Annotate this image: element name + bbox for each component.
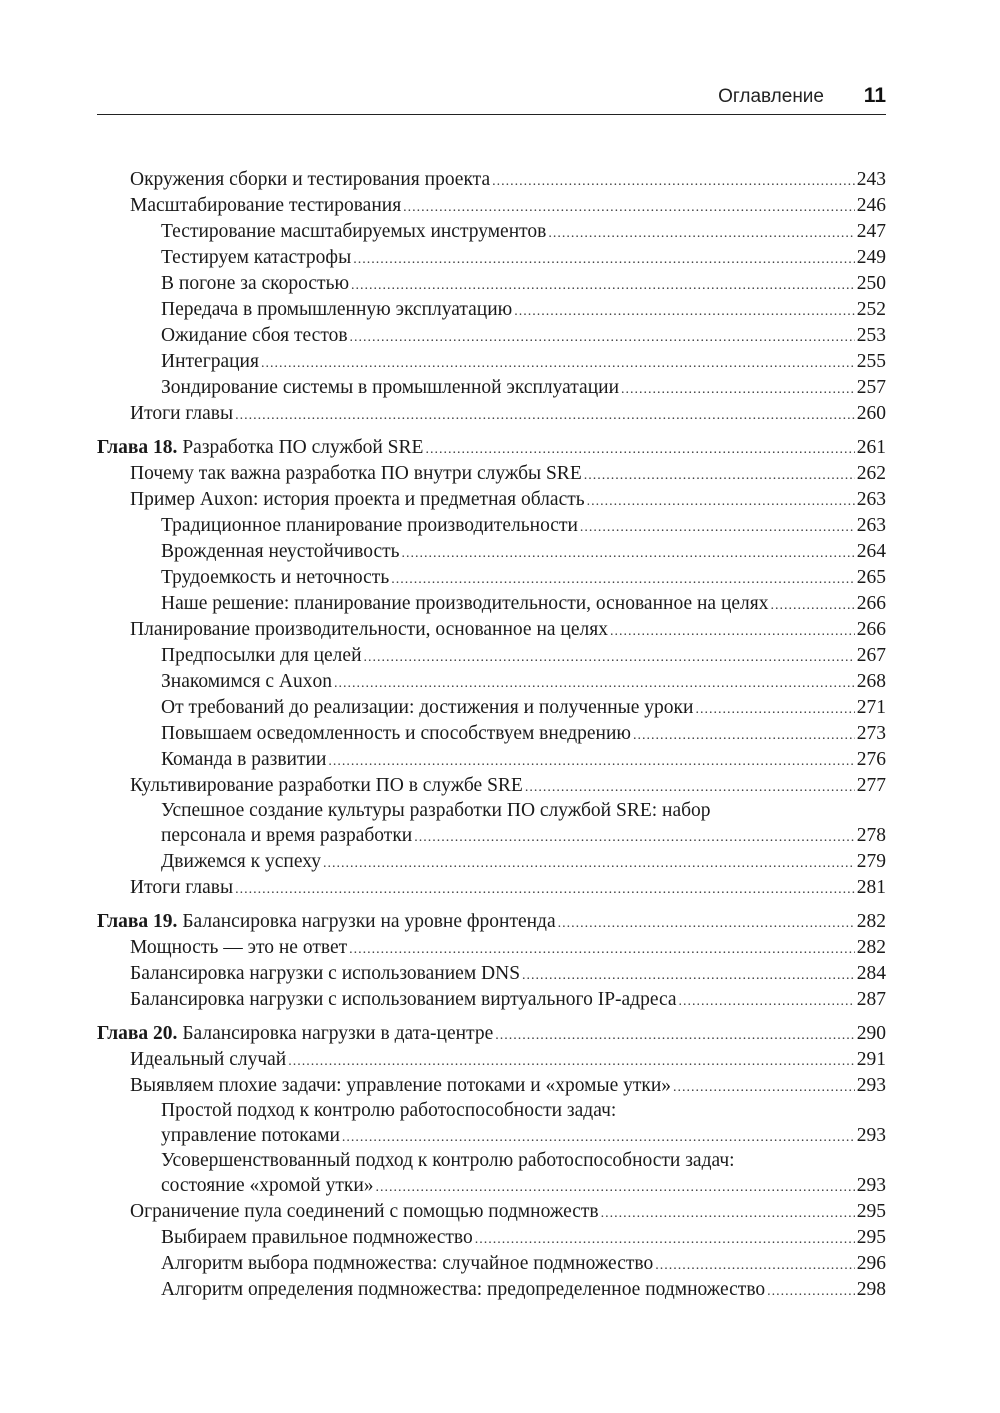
toc-entry-page: 243	[856, 169, 886, 190]
chapter-number: Глава 20.	[97, 1023, 178, 1044]
running-header	[97, 84, 886, 115]
dot-leader	[558, 911, 855, 937]
toc-entry	[97, 1073, 886, 1099]
toc-entry	[97, 245, 886, 271]
toc-entry	[97, 669, 886, 695]
dot-leader	[235, 403, 855, 429]
toc-entry	[97, 1199, 886, 1225]
toc-chapter-entry	[97, 1021, 886, 1047]
toc-entry	[97, 271, 886, 297]
toc-entry	[97, 513, 886, 539]
toc-entry-page: 253	[856, 325, 886, 346]
toc-entry	[97, 1047, 886, 1073]
toc-entry-title: Итоги главы	[130, 403, 234, 424]
toc-entry-page: 263	[856, 515, 886, 536]
toc-entry-page: 281	[856, 877, 886, 898]
dot-leader	[492, 169, 855, 195]
toc-entry-title: Балансировка нагрузки с использованием DNS	[130, 963, 521, 984]
toc-entry	[97, 591, 886, 617]
toc-entry-page: 267	[856, 645, 886, 666]
toc-entry	[97, 375, 886, 401]
toc-entry-page: 276	[856, 749, 886, 770]
toc-entry-page: 261	[856, 437, 886, 458]
toc-entry-page: 293	[856, 1125, 886, 1146]
toc-entry	[97, 617, 886, 643]
toc-entry-page: 268	[856, 671, 886, 692]
toc-entry-page: 249	[856, 247, 886, 268]
toc-entry-page: 291	[856, 1049, 886, 1070]
dot-leader	[403, 195, 855, 221]
toc-entry-title: Усовершенствованный подход к контролю работоспособности задач:	[161, 1150, 735, 1171]
toc-entry-page: 282	[856, 937, 886, 958]
toc-entry-page: 257	[856, 377, 886, 398]
page-number: 11	[863, 84, 886, 107]
toc-entry	[97, 961, 886, 987]
toc-entry-page: 260	[856, 403, 886, 424]
toc-entry	[97, 875, 886, 901]
toc-entry-title: Планирование производительности, основанное на целях	[130, 619, 608, 640]
toc-entry-title: Балансировка нагрузки с использованием виртуального IP-адреса	[130, 989, 677, 1010]
toc-entry-title: Выбираем правильное подмножество	[161, 1227, 473, 1248]
toc-entry-title: Масштабирование тестирования	[130, 195, 402, 216]
toc-entry-title-continued: управление потоками	[161, 1125, 340, 1146]
dot-leader	[584, 463, 855, 489]
toc-entry-page: 263	[856, 489, 886, 510]
toc-entry-page: 265	[856, 567, 886, 588]
toc-entry-page: 278	[856, 825, 886, 846]
dot-leader	[235, 877, 855, 903]
toc-entry-page: 298	[856, 1279, 886, 1300]
toc-entry-title: Культивирование разработки ПО в службе SRE	[130, 775, 523, 796]
toc-entry-title: Наше решение: планирование производительности, основанное на целях	[161, 593, 769, 614]
toc-entry-page: 295	[856, 1227, 886, 1248]
toc-entry-title: Балансировка нагрузки в дата-центре	[182, 1023, 494, 1044]
toc-entry	[97, 935, 886, 961]
toc-entry-title: Разработка ПО службой SRE	[182, 437, 424, 458]
dot-leader	[601, 1201, 855, 1227]
toc-entry-title: Простой подход к контролю работоспособности задач:	[161, 1100, 617, 1121]
toc-entry	[97, 487, 886, 513]
toc-entry-title: Почему так важна разработка ПО внутри службы SRE	[130, 463, 582, 484]
toc-entry	[97, 401, 886, 427]
toc-entry-title: Знакомимся с Auxon	[161, 671, 332, 692]
toc-entry-title: Итоги главы	[130, 877, 234, 898]
dot-leader	[323, 851, 855, 877]
dot-leader	[475, 1227, 855, 1253]
toc-entry	[97, 799, 886, 849]
dot-leader	[376, 1175, 855, 1201]
toc-entry	[97, 565, 886, 591]
toc-entry-page: 293	[856, 1075, 886, 1096]
toc-entry	[97, 1225, 886, 1251]
dot-leader	[391, 567, 855, 593]
toc-entry-page: 264	[856, 541, 886, 562]
toc-entry	[97, 349, 886, 375]
chapter-number: Глава 18.	[97, 437, 178, 458]
toc-entry	[97, 721, 886, 747]
dot-leader	[548, 221, 854, 247]
running-header-title: Оглавление	[718, 86, 824, 107]
toc-entry-title: Идеальный случай	[130, 1049, 287, 1070]
dot-leader	[349, 937, 855, 963]
dot-leader	[364, 645, 855, 671]
dot-leader	[261, 351, 855, 377]
dot-leader	[679, 989, 855, 1015]
toc-entry-page: 282	[856, 911, 886, 932]
toc-entry-page: 287	[856, 989, 886, 1010]
toc-entry	[97, 1149, 886, 1199]
dot-leader	[655, 1253, 855, 1279]
dot-leader	[770, 593, 854, 619]
toc-entry-title: Ожидание сбоя тестов	[161, 325, 348, 346]
table-of-contents	[97, 167, 886, 1303]
dot-leader	[525, 775, 855, 801]
dot-leader	[350, 325, 855, 351]
toc-entry-title: Ограничение пула соединений с помощью подмножеств	[130, 1201, 599, 1222]
toc-entry-title: Повышаем осведомленность и способствуем внедрению	[161, 723, 631, 744]
toc-entry-title: Тестирование масштабируемых инструментов	[161, 221, 547, 242]
dot-leader	[334, 671, 855, 697]
dot-leader	[522, 963, 855, 989]
toc-entry-page: 250	[856, 273, 886, 294]
toc-entry	[97, 849, 886, 875]
toc-entry-title: Команда в развитии	[161, 749, 327, 770]
toc-entry-title: В погоне за скоростью	[161, 273, 350, 294]
dot-leader	[610, 619, 855, 645]
toc-entry	[97, 1277, 886, 1303]
dot-leader	[767, 1279, 855, 1305]
toc-entry	[97, 987, 886, 1013]
toc-entry-page: 247	[856, 221, 886, 242]
toc-entry	[97, 747, 886, 773]
toc-entry-page: 266	[856, 593, 886, 614]
toc-entry	[97, 1251, 886, 1277]
toc-entry-title: Окружения сборки и тестирования проекта	[130, 169, 491, 190]
toc-entry	[97, 193, 886, 219]
toc-chapter-entry	[97, 435, 886, 461]
toc-entry	[97, 539, 886, 565]
toc-entry-page: 266	[856, 619, 886, 640]
dot-leader	[621, 377, 855, 403]
dot-leader	[633, 723, 855, 749]
toc-entry-title-continued: персонала и время разработки	[161, 825, 413, 846]
toc-entry-page: 271	[856, 697, 886, 718]
dot-leader	[328, 749, 854, 775]
toc-entry	[97, 1099, 886, 1149]
dot-leader	[425, 437, 854, 463]
toc-entry	[97, 167, 886, 193]
dot-leader	[495, 1023, 855, 1049]
toc-entry	[97, 323, 886, 349]
dot-leader	[414, 825, 855, 851]
toc-entry-page: 252	[856, 299, 886, 320]
toc-entry-title: Выявляем плохие задачи: управление потоками и «хромые утки»	[130, 1075, 672, 1096]
toc-entry	[97, 773, 886, 799]
toc-entry-page: 246	[856, 195, 886, 216]
toc-entry	[97, 695, 886, 721]
toc-entry-page: 295	[856, 1201, 886, 1222]
toc-entry-title: Врожденная неустойчивость	[161, 541, 400, 562]
toc-entry-page: 296	[856, 1253, 886, 1274]
toc-entry-title: От требований до реализации: достижения и полученные уроки	[161, 697, 694, 718]
toc-entry-title: Трудоемкость и неточность	[161, 567, 390, 588]
toc-entry-title-continued: состояние «хромой утки»	[161, 1175, 374, 1196]
toc-entry-page: 290	[856, 1023, 886, 1044]
toc-entry-page: 279	[856, 851, 886, 872]
toc-entry-title: Передача в промышленную эксплуатацию	[161, 299, 513, 320]
toc-entry-page: 255	[856, 351, 886, 372]
toc-entry	[97, 297, 886, 323]
dot-leader	[351, 273, 855, 299]
toc-entry-title: Предпосылки для целей	[161, 645, 362, 666]
toc-entry-page: 277	[856, 775, 886, 796]
dot-leader	[353, 247, 855, 273]
toc-entry-title: Алгоритм выбора подмножества: случайное подмножество	[161, 1253, 654, 1274]
toc-entry-title: Традиционное планирование производительности	[161, 515, 578, 536]
toc-entry-title: Пример Auxon: история проекта и предметная область	[130, 489, 585, 510]
toc-entry-title: Тестируем катастрофы	[161, 247, 352, 268]
dot-leader	[695, 697, 854, 723]
dot-leader	[673, 1075, 855, 1101]
toc-entry-title: Балансировка нагрузки на уровне фронтенда	[182, 911, 556, 932]
toc-entry	[97, 461, 886, 487]
toc-chapter-entry	[97, 909, 886, 935]
dot-leader	[514, 299, 855, 325]
toc-entry-title: Мощность — это не ответ	[130, 937, 348, 958]
toc-entry-title: Движемся к успеху	[161, 851, 321, 872]
toc-entry-title: Алгоритм определения подмножества: предопределенное подмножество	[161, 1279, 766, 1300]
chapter-number: Глава 19.	[97, 911, 178, 932]
toc-entry-title: Зондирование системы в промышленной эксплуатации	[161, 377, 620, 398]
toc-entry	[97, 643, 886, 669]
toc-entry-page: 293	[856, 1175, 886, 1196]
toc-entry-title: Успешное создание культуры разработки ПО службой SRE: набор	[161, 800, 711, 821]
dot-leader	[580, 515, 855, 541]
toc-entry-page: 262	[856, 463, 886, 484]
toc-entry-page: 273	[856, 723, 886, 744]
toc-entry-title: Интеграция	[161, 351, 259, 372]
dot-leader	[342, 1125, 855, 1151]
toc-entry	[97, 219, 886, 245]
dot-leader	[288, 1049, 855, 1075]
dot-leader	[587, 489, 855, 515]
toc-entry-page: 284	[856, 963, 886, 984]
dot-leader	[402, 541, 855, 567]
